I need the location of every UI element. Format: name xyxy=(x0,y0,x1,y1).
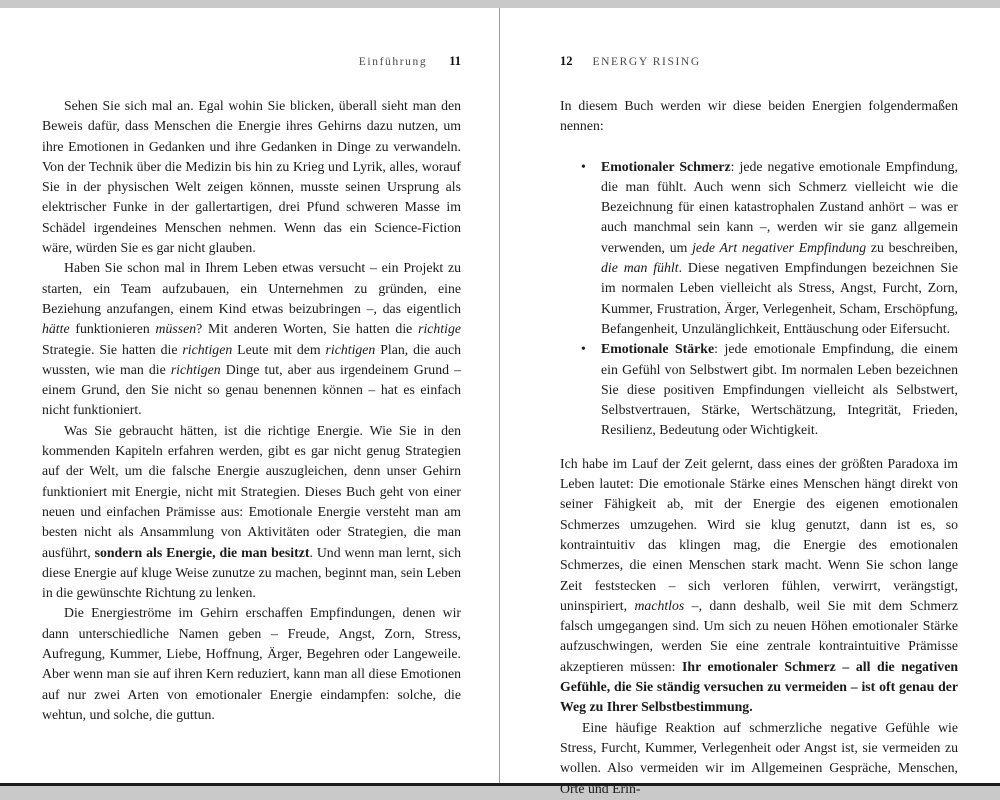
text-run: Ich habe im Lauf der Zeit gelernt, dass eines der größten Paradoxa im Leben lautet: Die emotionale Stärke eines Menschen hängt direkt von seiner Fähigkeit ab, mit der Energie des eigenen emotionalen Schmerzes umzugehen. Wird sie klug genutzt, dann ist es, so kontraintuitiv das klingen mag, die Energie des emotionalen Schmerzes, die einen Menschen stark macht. Wenn Sie schon lange Zeit feststecken – sich verloren fühlen, verwirrt, verängstigt, uninspiriert, xyxy=(560,455,958,613)
book-spread xyxy=(0,8,1000,796)
text-run: Strategie. Sie hatten die xyxy=(42,341,183,357)
text-run: müssen xyxy=(155,321,197,337)
bullet-icon: • xyxy=(581,341,586,357)
paragraph xyxy=(42,421,461,604)
text-run: hätte xyxy=(42,321,70,337)
page-number-left: 11 xyxy=(449,54,461,68)
text-run: Sehen Sie sich mal an. Egal wohin Sie blicken, überall sieht man den Beweis dafür, dass Menschen die Energie ihres Gehirns dazu nutzen, um ihre Emotionen in Gedanken und ihre Gedanken in Dinge zu verwandeln. Von der Technik über die Medizin bis hin zu Krieg und Lyrik, alles, worauf Sie in der physischen Welt zeigen können, musste seinen Ursprung als elektrischer Funke in der gallertartigen, drei Pfund schweren Masse im Schädel irgendeines Menschen nehmen. Wenn das ein Science-Fiction wäre, würden Sie es gar nicht glauben. xyxy=(42,98,461,256)
running-title-left: Einführung xyxy=(358,56,428,68)
text-run: In diesem Buch werden wir diese beiden Energien folgendermaßen nennen: xyxy=(560,98,958,134)
text-run: Was Sie gebraucht hätten, ist die richtige Energie. Wie Sie in den kommenden Kapiteln erfahren werden, gibt es gar nicht genug Strategien auf der Welt, um die falsche Energie auszugleichen, denn unser Gehirn funktioniert mit Energie, nicht mit Strategien. Dieses Buch geht von einer neuen und einfachen Prämisse aus: Emotionale Energie versteht man am besten nicht als Ansammlung von Aktivitäten oder Strategien, die man ausführt, xyxy=(42,422,461,560)
text-run: Plan, die auch wussten, wie man die xyxy=(42,341,461,377)
paragraph xyxy=(42,96,461,258)
text-run: machtlos xyxy=(634,597,685,613)
page-header-left xyxy=(42,54,461,70)
text-run: : jede negative emotionale Empfindung, die man fühlt. Auch wenn sich Schmerz vielleicht wie die Bezeichnung für einen katastrophalen Zustand anhört – was er auch manchmal sein kann –, werden wir sie ganz allgemein verwenden, um xyxy=(601,158,958,255)
text-run: ? Mit anderen Worten, Sie hatten die xyxy=(196,321,419,337)
text-run: Die Energieströme im Gehirn erschaffen Empfindungen, denen wir dann unterschiedliche Namen geben – Freude, Angst, Zorn, Stress, Aufregung, Kummer, Liebe, Hoffnung, Ärger, Begehren oder Langeweile. Aber wenn man sie auf ihren Kern reduziert, kann man all diese Emotionen auf nur zwei Arten von emotionaler Energie eindampfen: solche, die wehtun, und solche, die guttun. xyxy=(42,605,461,722)
text-run: –, dann deshalb, weil Sie mit dem Schmerz falsch umgegangen sind. Um sich zu neuen Höhen emotionaler Stärke aufzuschwingen, werden Sie eine zentrale kontraintuitive Prämisse akzeptieren müssen: xyxy=(560,597,958,674)
text-run: sondern als Energie, die man besitzt xyxy=(94,544,310,560)
text-run: funktionieren xyxy=(69,321,156,337)
text-run: richtige xyxy=(418,321,461,337)
text-run: die man fühlt xyxy=(601,260,679,276)
text-run: richtigen xyxy=(170,361,221,377)
text-run: Emotionaler Schmerz xyxy=(601,158,731,174)
paragraph xyxy=(560,454,958,718)
text-run: jede Art negativer Empfindung xyxy=(692,239,867,255)
text-run: Emotionale Stärke xyxy=(601,341,715,357)
text-run: Eine häufige Reaktion auf schmerzliche negative Gefühle wie Stress, Furcht, Kummer, Verlegenheit oder Angst ist, sie vermeiden zu wollen. Also vermeiden wir im Allgemeinen Gespräche, Menschen, Orte und Erin- xyxy=(560,719,958,796)
paragraph xyxy=(560,718,958,799)
page-right xyxy=(500,8,1000,796)
text-run: . Und wenn man lernt, sich diese Energie auf kluge Weise zunutze zu machen, beginnt man, sein Leben in die gewünschte Richtung zu lenken. xyxy=(42,544,461,601)
bullet-list xyxy=(560,157,958,441)
running-title-right: ENERGY RISING xyxy=(592,56,701,68)
text-run: : jede emotionale Empfindung, die einem ein Gefühl von Selbstwert gibt. Im normalen Leben bezeichnen Sie diese positiven Empfindungen vielleicht als Selbstwert, Selbstvertrauen, Stärke, Wertschätzung, Integrität, Frieden, Resilienz, Bedeutung oder Wichtigkeit. xyxy=(601,341,958,438)
text-run: richtigen xyxy=(182,341,233,357)
text-run: Ihr emotionaler Schmerz – all die negativen Gefühle, die Sie ständig versuchen zu vermeiden – ist oft genau der Weg zu Ihrer Selbstbestimmung. xyxy=(560,658,958,715)
bullet-icon: • xyxy=(581,158,586,174)
text-run: richtigen xyxy=(325,341,376,357)
text-run: . Diese negativen Empfindungen bezeichnen Sie im normalen Leben vielleicht als Stress, Angst, Furcht, Zorn, Kummer, Frustration, Ärger, Verlegenheit, Scham, Erschöpfung, Befangenheit, Unzulänglichkeit, Enttäuschung oder Eifersucht. xyxy=(601,260,959,336)
page-number-right: 12 xyxy=(560,54,573,68)
bullet-text xyxy=(601,157,958,340)
bullet-text xyxy=(601,339,958,440)
text-run: Haben Sie schon mal in Ihrem Leben etwas versucht – ein Projekt zu starten, ein Team aufzubauen, ein Unternehmen zu gründen, eine Beziehung anzufangen, einem Kind etwas beizubringen –, das eigentlich xyxy=(42,260,461,316)
paragraph xyxy=(42,258,461,420)
paragraph xyxy=(560,96,958,137)
paragraph xyxy=(42,603,461,725)
page-body-right xyxy=(560,96,958,799)
page-header-right xyxy=(560,54,958,70)
page-left xyxy=(0,8,500,783)
text-run: Leute mit dem xyxy=(232,341,326,357)
text-run: Dinge tut, aber aus irgendeinem Grund – einem Grund, den Sie nicht so genau benennen können – hat es einfach nicht funktioniert. xyxy=(42,361,461,418)
page-body-left xyxy=(42,96,461,725)
text-run: zu beschreiben, xyxy=(866,239,958,255)
bullet-item xyxy=(560,339,958,440)
page-divider xyxy=(499,8,500,783)
bullet-item xyxy=(560,157,958,340)
